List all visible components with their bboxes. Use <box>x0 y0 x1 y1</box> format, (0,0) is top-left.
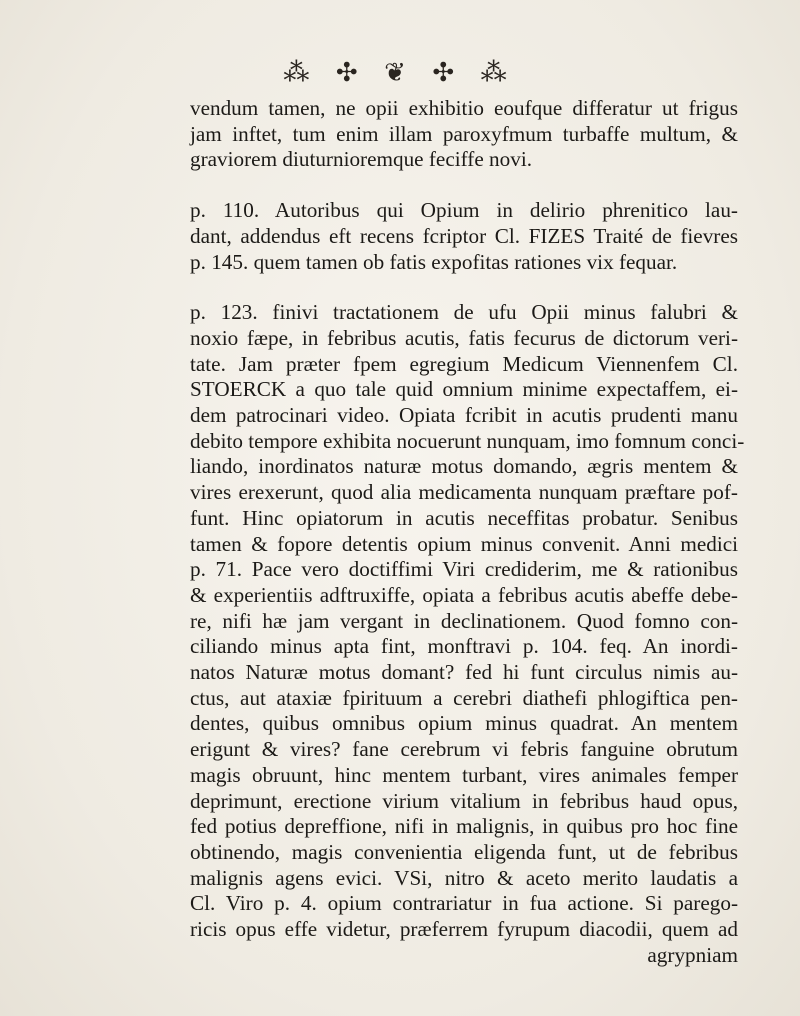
text-line: magis obruunt, hinc mentem turbant, vires animales femper <box>190 762 738 787</box>
text-line: p. 145. quem tamen ob fatis expofitas rationes vix fequar. <box>190 249 678 274</box>
text-line: p. 71. Pace vero doctiffimi Viri crediderim, me & rationibus <box>190 557 738 582</box>
text-line: vendum tamen, ne opii exhibitio eoufque differatur ut frigus <box>190 96 738 120</box>
headpiece-ornament: ⁂ ✣ ❦ ✣ ⁂ <box>283 58 517 87</box>
text-line: tate. Jam præter fpem egregium Medicum Viennenfem Cl. <box>190 351 738 376</box>
text-line: ctus, aut ataxiæ fpirituum a cerebri diathefi phlogiftica pen- <box>190 685 738 710</box>
text-line: deprimunt, erectione virium vitalium in febribus haud opus, <box>190 788 738 813</box>
text-line: dem patrocinari video. Opiata fcribit in acutis prudenti manu <box>190 403 738 428</box>
paragraph-p110 <box>190 198 738 275</box>
catchword: agrypniam <box>647 942 738 967</box>
text-line: ciliando minus apta fint, monftravi p. 104. feq. An inordi- <box>190 634 738 659</box>
text-line: Cl. Viro p. 4. opium contrariatur in fua actione. Si parego- <box>190 891 738 916</box>
text-line: tamen & fopore detentis opium minus convenit. Anni medici <box>190 531 738 556</box>
paragraph-p123 <box>190 300 745 943</box>
text-line: re, nifi hæ jam vergant in declinationem. Quod fomno con- <box>190 608 738 633</box>
text-line: natos Naturæ motus domant? fed hi funt circulus nimis au- <box>190 660 738 685</box>
text-line: & experientiis adftruxiffe, opiata a febribus acutis abeffe debe- <box>190 582 738 607</box>
text-line: liando, inordinatos naturæ motus domando, ægris mentem & <box>190 454 738 479</box>
text-line: dentes, quibus omnibus opium minus quadrat. An mentem <box>190 711 738 736</box>
text-line: STOERCK a quo tale quid omnium minime expectaffem, ei- <box>190 377 738 402</box>
text-line: graviorem diuturnioremque feciffe novi. <box>190 147 533 172</box>
text-line: dant, addendus eft recens fcriptor Cl. FIZES Traité de fievres <box>190 223 738 248</box>
text-block <box>190 96 745 969</box>
text-line: erigunt & vires? fane cerebrum vi febris fanguine obrutum <box>190 737 738 762</box>
text-line: fed potius depreffione, nifi in malignis, in quibus pro hoc fine <box>190 814 738 839</box>
paragraph-continuation <box>190 96 738 173</box>
text-line: obtinendo, magis convenientia eligenda funt, ut de febribus <box>190 839 738 864</box>
text-line: p. 110. Autoribus qui Opium in delirio phrenitico lau- <box>190 198 738 223</box>
text-line: noxio fæpe, in febribus acutis, fatis fecurus de dictorum veri- <box>190 325 738 350</box>
text-line: p. 123. finivi tractationem de ufu Opii minus falubri & <box>190 300 738 325</box>
text-line: jam inftet, tum enim illam paroxyfmum turbaffe multum, & <box>190 121 738 146</box>
text-line: malignis agens evici. VSi, nitro & aceto merito laudatis a <box>190 865 738 890</box>
text-line: ricis opus effe videtur, præferrem fyrupum diacodii, quem ad <box>190 917 738 942</box>
text-line: debito tempore exhibita nocuerunt nunquam, imo fomnum conci- <box>190 428 745 453</box>
text-line: funt. Hinc opiatorum in acutis neceffitas probatur. Senibus <box>190 505 738 530</box>
text-line: vires erexerunt, quod alia medicamenta nunquam præftare pof- <box>190 480 738 505</box>
